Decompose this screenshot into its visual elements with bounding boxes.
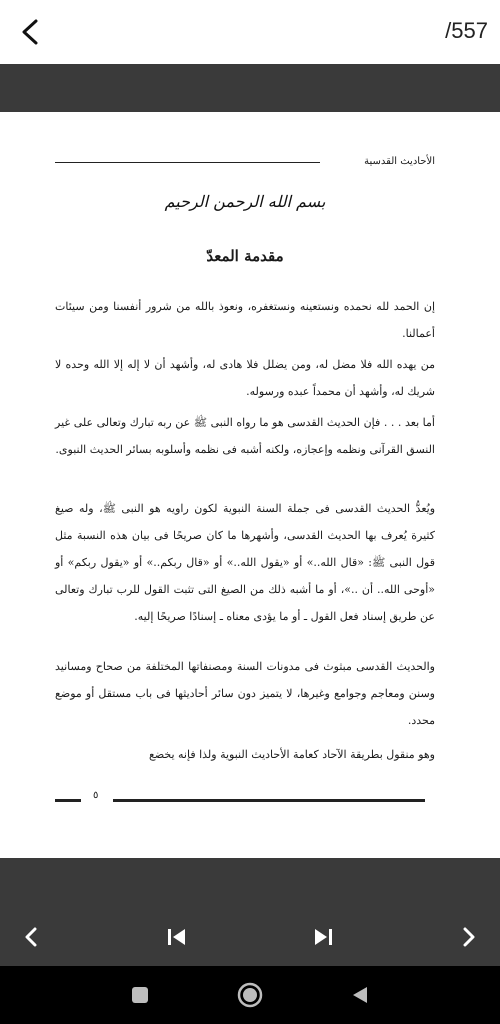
header-rule [55,162,320,163]
page-count: /557 [445,18,488,43]
last-page-button[interactable] [308,922,338,952]
basmala-calligraphy: بسم الله الرحمن الرحيم [164,192,326,211]
paragraph: من يهده الله فلا مضل له، ومن يضلل فلا هادى له، وأشهد أن لا إله إلا الله وحده لا شريك له، وأشهد أن محمداً عبده ورسوله. [55,358,435,398]
paragraph: وهو منقول بطريقة الآحاد كعامة الأحاديث النبوية ولذا فإنه يخضع [148,748,435,761]
footer-rule-short [55,799,81,802]
document-page[interactable] [0,112,500,858]
paragraph: إن الحمد لله نحمده ونستعينه ونستغفره، ونعوذ بالله من شرور أنفسنا ومن سيئات أعمالنا. [55,300,435,340]
skip-first-icon [166,927,188,947]
home-button[interactable] [235,980,265,1010]
chevron-left-icon [24,927,38,947]
skip-last-icon [312,927,334,947]
top-app-bar [0,0,500,64]
reader-toolbar [0,858,500,966]
square-icon [131,986,149,1004]
system-navigation-bar [0,966,500,1024]
next-page-button[interactable] [454,922,484,952]
header-band [0,64,500,112]
triangle-back-icon [350,985,370,1005]
system-back-button[interactable] [345,980,375,1010]
intro-title: مقدمة المعدّ [206,247,284,265]
page-number: ٥ [93,790,99,801]
page-content [55,112,435,858]
circle-home-icon [236,981,264,1009]
chevron-right-icon [462,927,476,947]
chevron-left-icon [20,18,40,46]
running-header [55,152,435,176]
paragraph: أما بعد . . . فإن الحديث القدسى هو ما رواه النبى ﷺ عن ربه تبارك وتعالى على غير النسق القرآنى ونظمه وإعجازه، ولكنه أشبه فى نظمه وأسلوبه بسائر الحديث النبوى. [55,416,435,456]
paragraph: والحديث القدسى مبثوث فى مدونات السنة ومصنفاتها المختلفة من صحاح ومسانيد وسنن ومعاجم وجوامع وغيرها، لا يتميز دون سائر أحاديثها فى باب مستقل أو موضع محدد. [55,660,435,727]
page-footer [55,790,425,807]
paragraph: ويُعدُّ الحديث القدسى فى جملة السنة النبوية لكون راويه هو النبى ﷺ، وله صيغ كثيرة يُعرف بها الحديث القدسى، وأشهرها ما كان صريحًا فى بيان هذه النسبة مثل قول النبى ﷺ: «قال الله..» أو «يقول الله..» أو «قال ربكم..» أو «يقول ربكم» أو «أوحى الله.. أن ..»، أو ما أشبه ذلك من الصيغ التى تثبت القول للرب تبارك وتعالى عن طريق إسناد فعل القول ـ أو ما يؤدى معناه ـ إسنادًا صريحًا إليه. [55,502,435,623]
back-button[interactable] [12,14,48,50]
first-page-button[interactable] [162,922,192,952]
recents-button[interactable] [125,980,155,1010]
previous-page-button[interactable] [16,922,46,952]
running-title: الأحاديث القدسية [364,156,435,167]
footer-rule-long [113,799,425,802]
